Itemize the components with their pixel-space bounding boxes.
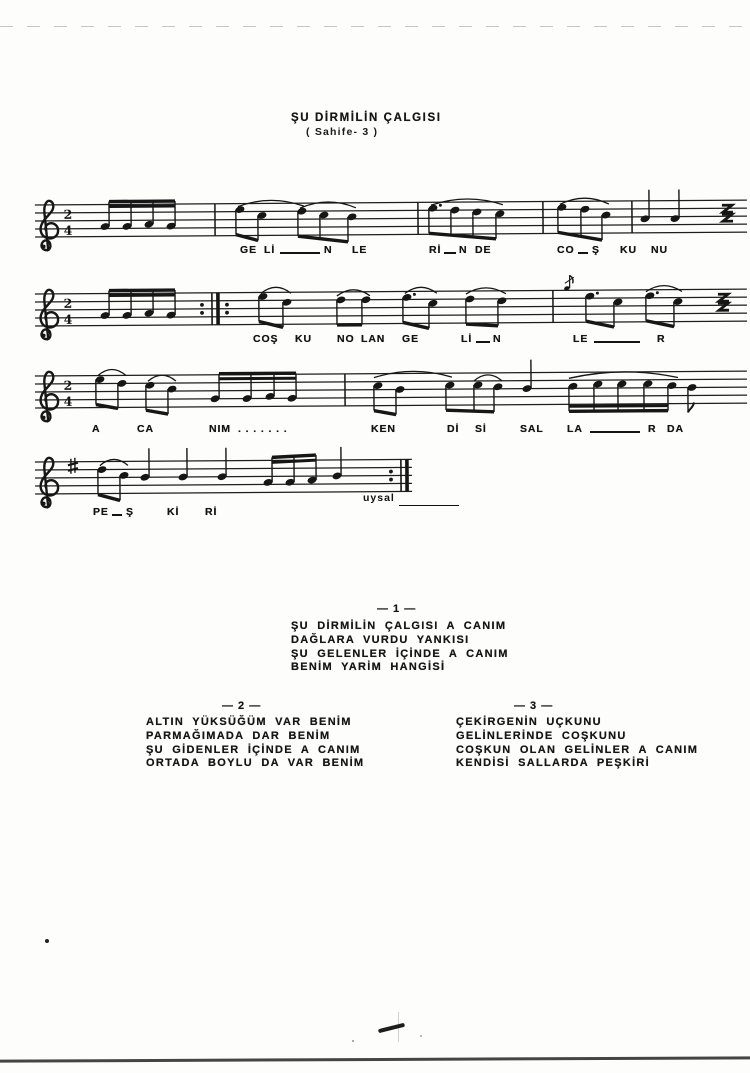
scan-artifact-dot [352,1040,354,1042]
lyric-extension-line [444,252,456,254]
lyric-syllable: PE [93,506,109,518]
lyric-syllable: R [648,423,657,435]
scan-artifact-bottom-edge [0,1056,750,1062]
composer-signature: uysal [363,492,395,504]
verse-line: COŞKUN OLAN GELİNLER A CANIM [456,743,699,756]
verse-1-number: — 1 — [377,603,417,615]
lyric-syllable: KU [620,244,637,256]
lyric-syllable: Lİ [461,333,473,345]
verse-line: ŞU GİDENLER İÇİNDE A CANIM [146,743,361,756]
verse-2 [146,716,364,771]
svg-text:4: 4 [63,222,73,238]
verse-line: PARMAĞIMADA DAR BENİM [146,729,331,742]
lyric-syllable: N [493,333,502,345]
lyric-syllable: Kİ [167,506,180,518]
scan-artifact-top-edge [0,26,750,27]
verse-line: ŞU DİRMİLİN ÇALGISI A CANIM [291,620,507,632]
lyric-syllable: NO [337,333,355,345]
verse-3 [456,716,698,771]
svg-text:4: 4 [63,393,73,409]
lyric-syllable: CA [137,423,154,435]
scan-artifact-line [398,1012,399,1042]
lyric-extension-line [590,431,640,433]
lyric-extension-line [280,252,320,254]
staff-system-1 [0,180,750,265]
lyric-syllable: KU [295,333,312,345]
lyric-extension-line [594,341,640,343]
scan-artifact-dot [45,939,49,943]
lyric-syllable: . . . . . . . [238,423,288,435]
lyric-syllable: GE [240,244,257,256]
lyric-syllable: A [92,423,101,435]
lyric-syllable: NU [651,244,668,256]
verse-3-number: — 3 — [514,700,554,712]
lyric-syllable: GE [402,333,419,345]
lyric-syllable: Ş [592,244,600,256]
svg-text:2: 2 [63,377,73,393]
lyric-syllable: COŞ [253,333,279,345]
lyric-syllable: Lİ [264,244,276,256]
lyric-syllable: LE [573,333,589,345]
verse-line: KENDİSİ SALLARDA PEŞKİRİ [456,757,651,770]
lyric-extension-line [112,514,122,516]
lyric-syllable: SAL [520,423,544,435]
lyric-extension-line [476,341,490,343]
verse-1 [291,620,509,675]
svg-text:2: 2 [63,206,73,222]
lyric-syllable: DA [667,423,684,435]
lyric-extension-line [578,252,588,254]
lyric-syllable: LA [567,423,583,435]
lyric-syllable: R [657,333,666,345]
verse-line: ŞU GELENLER İÇİNDE A CANIM [291,647,509,660]
scan-artifact-dot [420,1035,422,1037]
staff-system-4 [0,437,750,522]
lyric-syllable: Sİ [475,423,487,435]
svg-text:4: 4 [63,311,73,327]
lyric-syllable: LAN [361,333,386,345]
scan-artifact-smudge [378,1023,405,1033]
verse-2-number: — 2 — [222,700,262,712]
lyric-syllable: Rİ [205,506,218,518]
song-subtitle: ( Sahife- 3 ) [306,126,379,138]
svg-text:2: 2 [63,295,73,311]
lyric-syllable: DE [475,244,492,256]
lyric-syllable: Ş [126,506,134,518]
lyric-syllable: N [324,244,333,256]
signature-underline [399,505,459,506]
verse-line: BENİM YARİM HANGİSİ [291,661,446,674]
lyric-syllable: KEN [371,423,396,435]
lyric-syllable: Rİ [429,244,442,256]
lyric-syllable: NIM [209,423,231,435]
verse-line: DAĞLARA VURDU YANKISI [291,633,470,646]
lyric-syllable: N [459,244,468,256]
verse-line: ÇEKİRGENİN UÇKUNU [456,716,602,728]
verse-line: ORTADA BOYLU DA VAR BENİM [146,757,365,770]
lyric-syllable: Dİ [447,423,460,435]
verse-line: ALTIN YÜKSÜĞÜM VAR BENİM [146,716,352,728]
lyric-syllable: CO [557,244,575,256]
song-title: ŞU DİRMİLİN ÇALGISI [291,112,442,124]
lyric-syllable: LE [352,244,368,256]
verse-line: GELİNLERİNDE COŞKUNU [456,729,627,742]
